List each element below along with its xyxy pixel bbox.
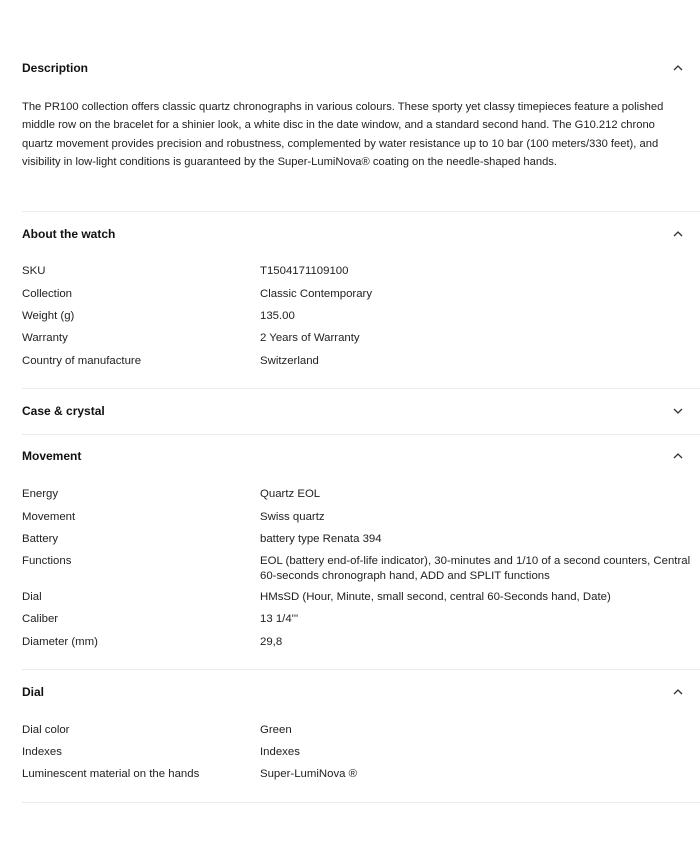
- case-title: Case & crystal: [22, 404, 105, 418]
- divider: [22, 211, 700, 212]
- about-header[interactable]: [22, 224, 700, 244]
- row-value: Swiss quartz: [260, 511, 325, 523]
- row-value: 135.00: [260, 310, 295, 322]
- row-value: Super-LumiNova ®: [260, 768, 358, 780]
- description-header[interactable]: [22, 58, 700, 78]
- row-key: Movement: [22, 511, 76, 523]
- row-value: 13 1/4''': [260, 613, 299, 625]
- row-key: Warranty: [22, 332, 68, 344]
- divider: [22, 388, 700, 389]
- dial-title: Dial: [22, 685, 45, 699]
- row-value: EOL (battery end-of-life indicator), 30-minutes and 1/10 of a second counters, Central 60-seconds chronograph hand, ADD and SPLIT functions: [260, 555, 691, 582]
- chevron-up-icon[interactable]: [672, 228, 684, 240]
- chevron-down-icon[interactable]: [672, 405, 684, 417]
- row-key: Caliber: [22, 613, 59, 625]
- description-text: The PR100 collection offers classic quartz chronographs in various colours. These sporty yet classy timepieces feature a polished middle row on the bracelet for a shinier look, a white disc in the date window, and a standard second hand. The G10.212 chrono quartz movement provides precision and robustness, complemented by water resistance up to 10 bar (100 meters/330 feet), and visibility in low-light conditions is guaranteed by the Super-LumiNova® coating on the needle-shaped hands.: [22, 101, 664, 169]
- row-key: Indexes: [22, 746, 62, 758]
- chevron-up-icon[interactable]: [672, 450, 684, 462]
- row-key: Dial: [22, 591, 42, 603]
- row-key: Collection: [22, 288, 73, 300]
- row-value: battery type Renata 394: [260, 533, 382, 545]
- row-key: Battery: [22, 533, 59, 545]
- row-value: Classic Contemporary: [260, 288, 373, 300]
- row-key: Luminescent material on the hands: [22, 768, 200, 780]
- row-key: SKU: [22, 265, 46, 277]
- row-value: T1504171109100: [260, 265, 349, 277]
- row-key: Diameter (mm): [22, 636, 98, 648]
- row-value: Quartz EOL: [260, 488, 321, 500]
- row-key: Energy: [22, 488, 59, 500]
- chevron-up-icon[interactable]: [672, 686, 684, 698]
- description-title: Description: [22, 61, 89, 75]
- divider: [22, 434, 700, 435]
- movement-title: Movement: [22, 449, 82, 463]
- row-value: 2 Years of Warranty: [260, 332, 360, 344]
- row-value: 29,8: [260, 636, 283, 648]
- row-key: Country of manufacture: [22, 355, 142, 367]
- row-value: Indexes: [260, 746, 300, 758]
- row-value: HMsSD (Hour, Minute, small second, central 60-Seconds hand, Date): [260, 591, 611, 603]
- divider: [22, 802, 700, 803]
- case-header[interactable]: [22, 401, 700, 421]
- dial-header[interactable]: [22, 682, 700, 702]
- row-key: Dial color: [22, 724, 70, 736]
- row-key: Weight (g): [22, 310, 75, 322]
- chevron-up-icon[interactable]: [672, 62, 684, 74]
- movement-header[interactable]: [22, 446, 700, 466]
- row-value: Switzerland: [260, 355, 319, 367]
- row-key: Functions: [22, 555, 72, 567]
- row-value: Green: [260, 724, 292, 736]
- divider: [22, 669, 700, 670]
- about-title: About the watch: [22, 227, 116, 241]
